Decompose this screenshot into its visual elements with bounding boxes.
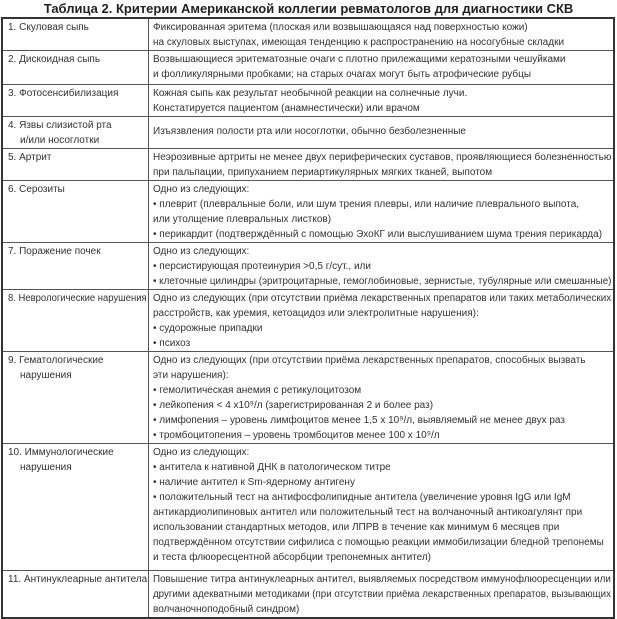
description-cell [149, 181, 615, 243]
description-cell [149, 444, 615, 571]
criterion-cell [2, 181, 149, 243]
criterion-name: 9. Гематологические [8, 355, 104, 366]
table-row [2, 181, 614, 243]
criterion-name: 10. Иммунологические [8, 447, 114, 458]
description-line: или утолщение плевральных листков) [153, 214, 332, 225]
criterion-cell [2, 352, 149, 444]
description-cell [149, 85, 615, 117]
description-line: на скуловых выступах, имеющая тенденцию к распространению на носогубные складки [153, 37, 565, 48]
bullet-item: • клеточные цилиндры (эритроцитарные, гемоглобиновые, зернистые, тубулярные или смешанные) [153, 276, 612, 287]
bullet-item: • психоз [153, 338, 191, 349]
description-line: Неэрозивные артриты не менее двух периферических суставов, проявляющиеся болезненностью [153, 152, 612, 163]
description-line: и фолликулярными пробками; на старых очагах могут быть атрофические рубцы [153, 69, 532, 80]
table-row [2, 149, 614, 181]
description-line: Повышение титра антинуклеарных антител, выявляемых посредством иммунофлюоресценции или [153, 574, 611, 585]
bullet-item: • персистирующая протеинурия >0,5 г/сут., или [153, 261, 371, 272]
description-line: Изъязвления полости рта или носоглотки, обычно безболезненные [153, 126, 466, 137]
table-row [2, 18, 614, 51]
description-line: Одно из следующих: [153, 246, 250, 257]
criterion-cell [2, 18, 149, 51]
bullet-item: • антитела к нативной ДНК в патологическом титре [153, 462, 391, 473]
description-cell [149, 18, 615, 51]
bullet-item: • тромбоцитопения – уровень тромбоцитов менее 100 x 10⁹/л [153, 430, 440, 441]
description-line: Одно из следующих (при отсутствии приёма лекарственных препаратов, способных вызвать [153, 355, 586, 366]
criterion-cell [2, 290, 149, 352]
description-cell [149, 149, 615, 181]
bullet-item: • лейкопения < 4 x10⁹/л (зарегистрированная 2 и более раз) [153, 400, 434, 411]
table-title: Таблица 2. Критерии Американской коллегии ревматологов для диагностики СКВ [43, 1, 574, 16]
criterion-cell [2, 571, 149, 619]
criterion-cell [2, 444, 149, 571]
table-row [2, 85, 614, 117]
criterion-name-continued: нарушения [20, 462, 72, 473]
criterion-name-continued: и/или носоглотки [20, 135, 100, 146]
criterion-name: 8. Неврологические нарушения [8, 293, 147, 304]
table-row [2, 352, 614, 444]
description-line: и теста флюоресцентной абсорбции трепонемных антител) [153, 552, 432, 563]
table-row [2, 290, 614, 352]
description-line: при пальпации, припуханием периартикулярных мягких тканей, выпотом [153, 167, 493, 178]
bullet-item: • наличие антител к Sm-ядерному антигену [153, 477, 355, 488]
description-cell [149, 51, 615, 85]
criterion-name: 7. Поражение почек [8, 246, 101, 257]
description-line: Одно из следующих (при отсутствии приёма лекарственных препаратов или таких метаболических [153, 293, 612, 304]
description-cell [149, 571, 615, 619]
bullet-item: • лимфопения – уровень лимфоцитов менее 1,5 x 10⁹/л, выявляемый не менее двух раз [153, 415, 565, 426]
description-line: Одно из следующих: [153, 447, 250, 458]
bullet-item: • плеврит (плевральные боли, или шум трения плевры, или наличие плеврального выпота, [153, 199, 580, 210]
description-line: расстройств, как уремия, кетоацидоз или электролитные нарушения): [153, 308, 479, 319]
description-cell [149, 352, 615, 444]
criterion-name: 1. Скуловая сыпь [8, 22, 89, 33]
table-row [2, 117, 614, 149]
criterion-cell [2, 243, 149, 290]
criterion-cell [2, 51, 149, 85]
description-line: антикардиолипиновых антител или положительный тест на волчаночный антикоагулянт при [153, 507, 583, 518]
description-line: эти нарушения): [153, 370, 229, 381]
description-line: Фиксированная эритема (плоская или возвышающаяся над поверхностью кожи) [153, 22, 528, 33]
description-line: Кожная сыпь как результат необычной реакции на солнечные лучи. [153, 88, 468, 99]
bullet-item: • положительный тест на антифосфолипидные антитела (увеличение уровня IgG или IgM [153, 492, 571, 503]
description-cell [149, 290, 615, 352]
description-line: другими адекватными методиками (при отсутствии приёма лекарственных препаратов, вызывающих [153, 589, 611, 600]
criterion-cell [2, 85, 149, 117]
description-line: Констатируется пациентом (анамнестически) или врачом [153, 103, 420, 114]
criteria-table [1, 17, 615, 619]
description-cell [149, 117, 615, 149]
description-line: использовании стандартных методов, или ЛПРВ в течение как минимум 6 месяцев при [153, 522, 560, 533]
table-row [2, 571, 614, 619]
criterion-name-continued: нарушения [20, 370, 72, 381]
description-line: волчаночноподобный синдром) [153, 604, 300, 615]
description-line: Возвышающиеся эритематозные очаги с плотно прилежащими кератозными чешуйками [153, 54, 566, 65]
criterion-cell [2, 149, 149, 181]
description-cell [149, 243, 615, 290]
criterion-name: 3. Фотосенсибилизация [8, 88, 119, 99]
criterion-name: 2. Дискоидная сыпь [8, 54, 101, 65]
table-row [2, 51, 614, 85]
table-row [2, 243, 614, 290]
criterion-name: 6. Серозиты [8, 184, 65, 195]
bullet-item: • гемолитическая анемия с ретикулоцитозом [153, 385, 362, 396]
criterion-cell [2, 117, 149, 149]
table-row [2, 444, 614, 571]
bullet-item: • перикардит (подтверждённый с помощью ЭхоКГ или выслушиванием шума трения перикарда) [153, 229, 603, 240]
criterion-name: 5. Артрит [8, 152, 52, 163]
criterion-name: 4. Язвы слизистой рта [8, 120, 112, 131]
criterion-name: 11. Антинуклеарные антитела [8, 574, 148, 585]
description-line: Одно из следующих: [153, 184, 250, 195]
description-line: подтверждённом отсутствии сифилиса с помощью реакции иммобилизации бледной трепонемы [153, 537, 604, 548]
bullet-item: • судорожные припадки [153, 323, 263, 334]
